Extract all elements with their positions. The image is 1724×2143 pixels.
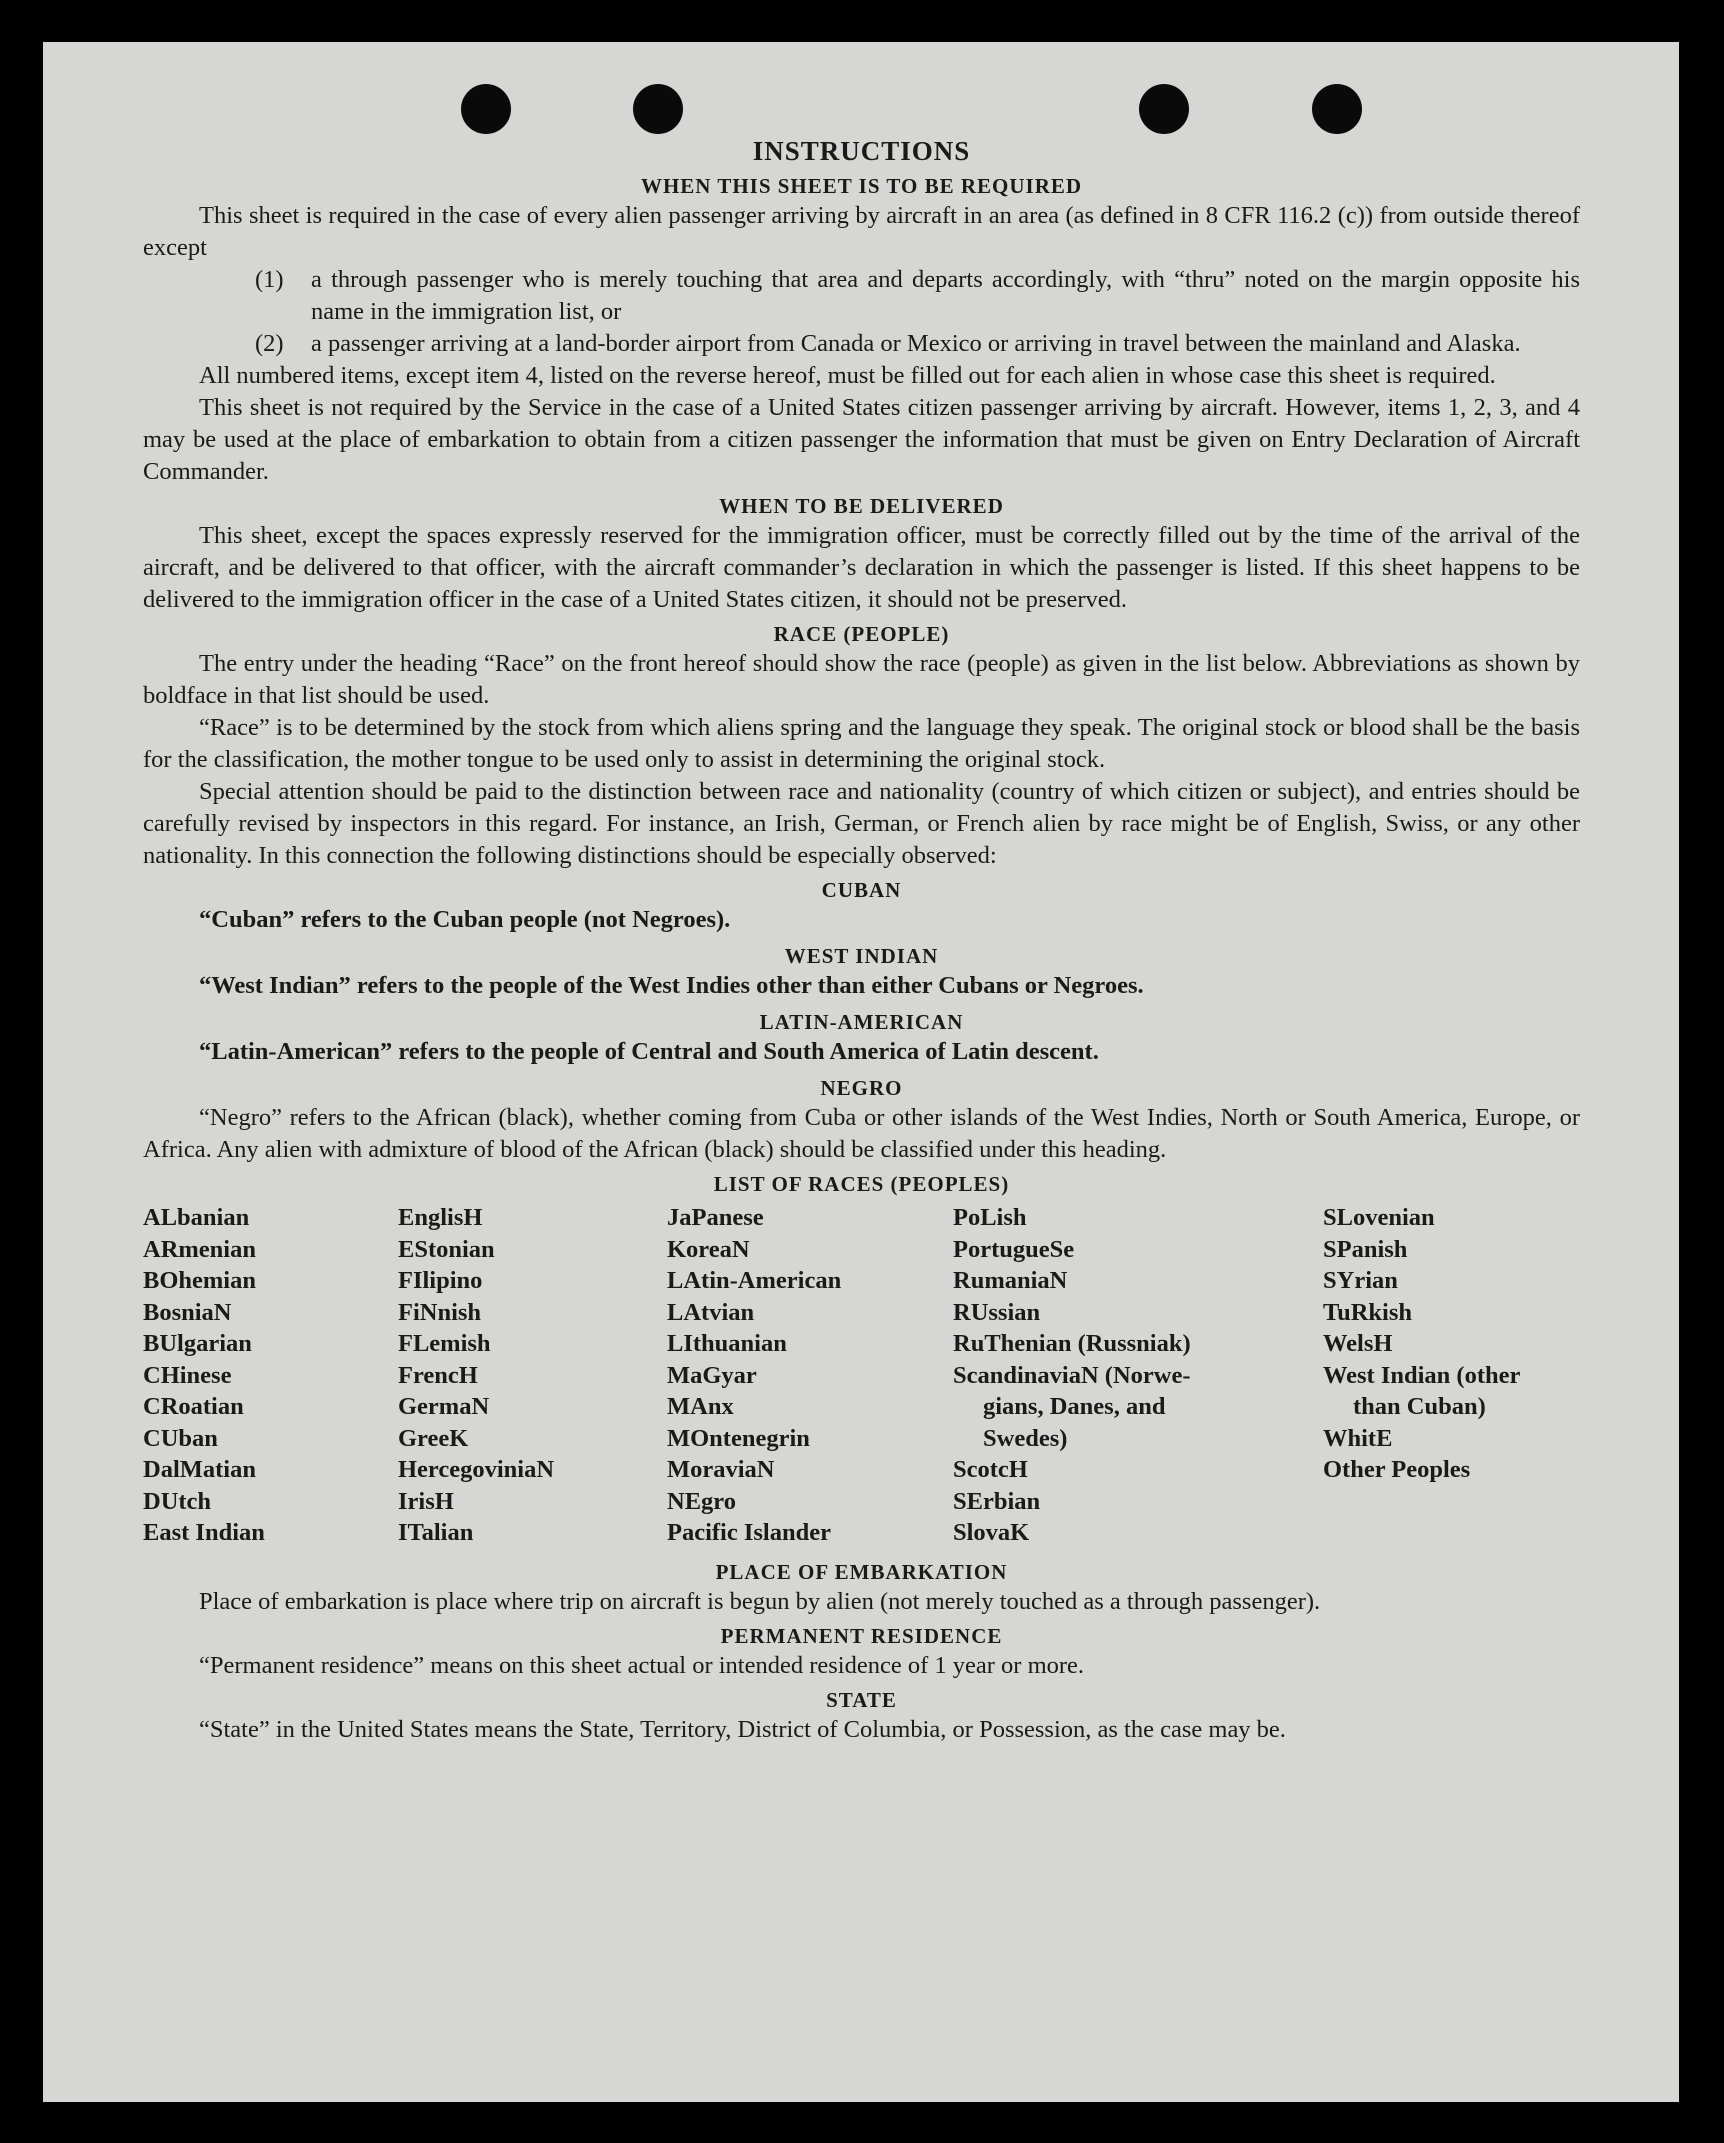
paragraph: The entry under the heading “Race” on the front hereof should show the race (people) as given in the list below. Abbreviations as shown by boldface in that list should be used.: [143, 650, 1580, 709]
paragraph: “Race” is to be determined by the stock from which aliens spring and the language they speak. The original stock or blood shall be the basis for the classification, the mother tongue to be used only to assist in determining the original stock.: [143, 714, 1580, 773]
race-entry: EStonian: [398, 1235, 495, 1263]
race-entry: NEgro: [667, 1487, 736, 1515]
race-entry: BosniaN: [143, 1298, 232, 1326]
paragraph: All numbered items, except item 4, listed on the reverse hereof, must be filled out for each alien in whose case this sheet is required.: [199, 362, 1496, 389]
document-sheet: [43, 42, 1679, 2102]
race-entry: SYrian: [1323, 1267, 1398, 1294]
race-entry: GermaN: [398, 1393, 490, 1420]
paragraph: “West Indian” refers to the people of the West Indies other than either Cubans or Negroes.: [199, 972, 1144, 999]
race-entry: PortugueSe: [953, 1235, 1075, 1263]
punch-hole: [461, 84, 511, 134]
item-text: a passenger arriving at a land-border airport from Canada or Mexico or arriving in travel between the mainland and Alaska.: [311, 330, 1521, 357]
race-entry: TuRkish: [1323, 1298, 1413, 1326]
race-entry: GreeK: [398, 1424, 469, 1452]
paragraph: “State” in the United States means the State, Territory, District of Columbia, or Possession, as the case may be.: [199, 1716, 1286, 1743]
list-item: [255, 328, 1580, 360]
race-entry: East Indian: [143, 1519, 265, 1546]
list-item: [255, 264, 1580, 328]
races-column: [667, 1202, 841, 1549]
heading-negro: NEGRO: [820, 1076, 903, 1100]
race-entry: ALbanian: [143, 1204, 250, 1231]
heading-latin-american: LATIN-AMERICAN: [759, 1010, 964, 1034]
race-entry: SlovaK: [953, 1519, 1030, 1546]
race-entry: LIthuanian: [667, 1330, 787, 1357]
paragraph: Special attention should be paid to the distinction between race and nationality (country of which citizen or subject), and entries should be carefully revised by inspectors in this regard. For instance, an Irish, German, or French alien by race might be of English, Swiss, or any other nationality. In this connection the following distinctions should be especially observed:: [143, 778, 1580, 869]
heading-when-delivered: WHEN TO BE DELIVERED: [719, 494, 1004, 518]
races-column: [953, 1202, 1243, 1549]
heading-permanent-residence: PERMANENT RESIDENCE: [720, 1624, 1003, 1648]
paragraph: This sheet is not required by the Service in the case of a United States citizen passenger arriving by aircraft. However, items 1, 2, 3, and 4 may be used at the place of embarkation to obtain from a citizen passenger the information that must be given on Entry Declaration of Aircraft Commander.: [143, 394, 1580, 485]
item-number: (2): [255, 330, 284, 357]
race-entry: West Indian (other: [1323, 1361, 1521, 1389]
race-entry: MOntenegrin: [667, 1424, 810, 1452]
heading-cuban: CUBAN: [821, 878, 902, 902]
item-text: a through passenger who is merely touching that area and departs accordingly, with “thru” noted on the margin opposite his name in the immigration list, or: [311, 266, 1580, 325]
race-entry: FLemish: [398, 1330, 491, 1357]
race-entry: EnglisH: [398, 1204, 483, 1231]
race-entry: RUssian: [953, 1298, 1041, 1326]
races-column: [143, 1202, 265, 1549]
page-title: INSTRUCTIONS: [752, 136, 971, 166]
race-entry: gians, Danes, and: [983, 1393, 1166, 1420]
item-number: (1): [255, 266, 284, 293]
punch-hole: [1312, 84, 1362, 134]
race-entry: CRoatian: [143, 1393, 244, 1420]
race-entry: FIlipino: [398, 1267, 483, 1294]
instructions-body: [143, 134, 1580, 1746]
heading-list-of-races: LIST OF RACES (PEOPLES): [713, 1172, 1010, 1196]
race-entry: HercegoviniaN: [398, 1456, 555, 1483]
punch-hole: [633, 84, 683, 134]
race-entry: MaGyar: [667, 1361, 757, 1389]
paragraph: “Negro” refers to the African (black), whether coming from Cuba or other islands of the West Indies, North or South America, Europe, or Africa. Any alien with admixture of blood of the African (black) should be classified under this heading.: [143, 1104, 1580, 1163]
punch-hole: [1139, 84, 1189, 134]
heading-state: STATE: [826, 1688, 897, 1712]
paragraph: Place of embarkation is place where trip on aircraft is begun by alien (not merely touched as a through passenger).: [199, 1588, 1321, 1615]
race-entry: than Cuban): [1353, 1393, 1486, 1420]
race-entry: CHinese: [143, 1361, 232, 1389]
race-entry: MoraviaN: [667, 1456, 775, 1483]
paragraph: “Permanent residence” means on this sheet actual or intended residence of 1 year or more.: [199, 1652, 1085, 1679]
paragraph: “Latin-American” refers to the people of Central and South America of Latin descent.: [199, 1038, 1099, 1065]
paragraph: This sheet is required in the case of every alien passenger arriving by aircraft in an area (as defined in 8 CFR 116.2 (c)) from outside thereof except: [143, 202, 1580, 261]
races-list: [143, 1202, 1580, 1554]
race-entry: Pacific Islander: [667, 1519, 831, 1546]
race-entry: FiNnish: [398, 1298, 482, 1326]
race-entry: CUban: [143, 1424, 218, 1452]
race-entry: Swedes): [983, 1424, 1068, 1452]
heading-place-of-embarkation: PLACE OF EMBARKATION: [715, 1560, 1008, 1584]
races-column: [398, 1202, 554, 1549]
race-entry: BUlgarian: [143, 1330, 252, 1357]
race-entry: RuThenian (Russniak): [953, 1330, 1191, 1357]
race-entry: DUtch: [143, 1487, 212, 1515]
race-entry: MAnx: [667, 1393, 734, 1420]
race-entry: Other Peoples: [1323, 1456, 1471, 1483]
race-entry: LAtin-American: [667, 1267, 842, 1294]
heading-race: RACE (PEOPLE): [773, 622, 950, 646]
race-entry: KoreaN: [667, 1235, 750, 1263]
heading-when-required: WHEN THIS SHEET IS TO BE REQUIRED: [640, 174, 1083, 198]
paragraph: This sheet, except the spaces expressly reserved for the immigration officer, must be correctly filled out by the time of the arrival of the aircraft, and be delivered to that officer, with the aircraft commander’s declaration in which the passenger is listed. If this sheet happens to be delivered to the immigration officer in the case of a United States citizen, it should not be preserved.: [143, 522, 1580, 613]
race-entry: ARmenian: [143, 1235, 256, 1263]
race-entry: ScandinaviaN (Norwe-: [953, 1361, 1191, 1389]
race-entry: ScotcH: [953, 1456, 1028, 1483]
heading-west-indian: WEST INDIAN: [784, 944, 939, 968]
race-entry: JaPanese: [667, 1204, 764, 1231]
race-entry: SPanish: [1323, 1235, 1408, 1263]
race-entry: SErbian: [953, 1487, 1041, 1515]
race-entry: LAtvian: [667, 1298, 755, 1326]
race-entry: IrisH: [398, 1487, 454, 1515]
race-entry: WelsH: [1323, 1330, 1393, 1357]
race-entry: FrencH: [398, 1361, 478, 1389]
race-entry: RumaniaN: [953, 1267, 1068, 1294]
race-entry: PoLish: [953, 1204, 1027, 1231]
race-entry: BOhemian: [143, 1267, 256, 1294]
race-entry: DalMatian: [143, 1456, 256, 1483]
paragraph: “Cuban” refers to the Cuban people (not Negroes).: [199, 906, 731, 933]
races-column: [1323, 1202, 1583, 1486]
race-entry: WhitE: [1323, 1424, 1393, 1452]
race-entry: SLovenian: [1323, 1204, 1435, 1231]
race-entry: ITalian: [398, 1519, 474, 1546]
